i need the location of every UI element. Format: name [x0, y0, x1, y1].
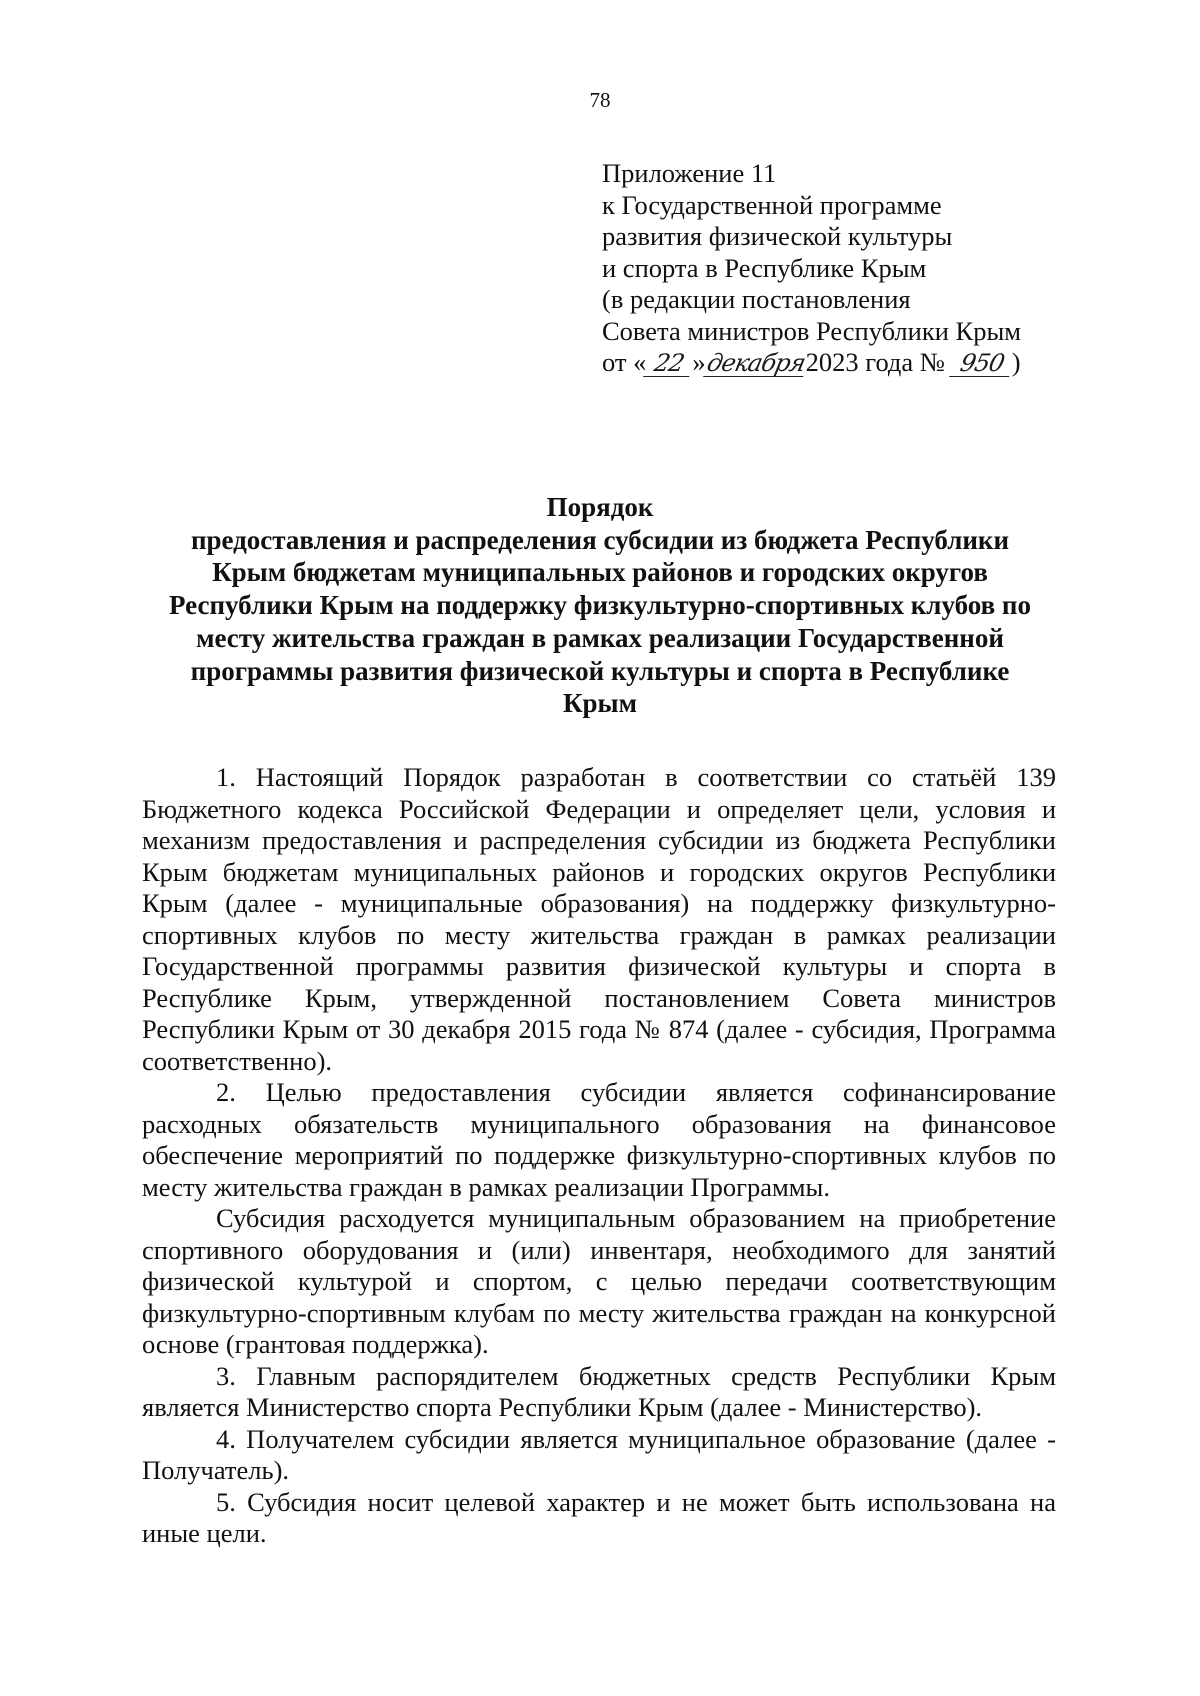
title-line: Крым бюджетам муниципальных районов и городских округов [212, 557, 988, 588]
appendix-line: и спорта в Республике Крым [602, 252, 927, 283]
appendix-line: (в редакции постановления [602, 284, 911, 314]
appendix-line: к Государственной программе [602, 189, 942, 220]
title-line: Республики Крым на поддержку физкультурно-спортивных клубов по [169, 590, 1031, 621]
title-line: Крым [562, 688, 638, 719]
paragraph-5: 5. Субсидия носит целевой характер и не может быть использована на иные цели. [142, 1486, 1056, 1548]
appendix-line: развития физической культуры [602, 221, 953, 251]
paragraph-2: 2. Целью предоставления субсидии является софинансирование расходных обязательств муниципального образования на финансовое обеспечение мероприятий по поддержке физкультурно-спортивных клубов по месту жительства граждан в рамках реализации Программы. [142, 1077, 1056, 1202]
paragraph-4: 4. Получателем субсидии является муниципальное образование (далее - Получатель). [142, 1423, 1056, 1485]
paragraph-3: 3. Главным распорядителем бюджетных средств Республики Крым является Министерство спорта Республики Крым (далее - Министерство). [142, 1360, 1056, 1422]
date-year: 2023 года № [805, 347, 946, 377]
handwritten-day: 22 [643, 350, 695, 377]
date-prefix: от « [602, 347, 647, 377]
title-line: программы развития физической культуры и спорта в Республике [190, 655, 1010, 686]
paragraph-1: 1. Настоящий Порядок разработан в соответствии со статьёй 139 Бюджетного кодекса Российской Федерации и определяет цели, условия и механизм предоставления и распределения субсидии из бюджета Республики Крым бюджетам муниципальных районов и городских округов Республики Крым (далее - муниципальные образования) на поддержку физкультурно-спортивных клубов по месту жительства граждан в рамках реализации Государственной программы развития физической культуры и спорта в Республике Крым, утвержденной постановлением Совета министров Республики Крым от 30 декабря 2015 года № 874 (далее - субсидия, Программа соответственно). [142, 762, 1056, 1076]
paragraph-2-subsidy-use: Субсидия расходуется муниципальным образованием на приобретение спортивного оборудования и (или) инвентаря, необходимого для занятий физической культурой и спортом, с целью передачи соответствующим физкультурно-спортивным клубам по месту жительства граждан на конкурсной основе (грантовая поддержка). [142, 1203, 1056, 1359]
handwritten-resolution-number: 950 [949, 350, 1015, 377]
appendix-line: Приложение 11 [602, 158, 777, 188]
resolution-date-line: от « 22 »декабря2023 года № 950 ) [602, 347, 1021, 377]
appendix-header [602, 158, 1072, 379]
handwritten-month: декабря [704, 349, 808, 377]
document-title [140, 491, 1060, 720]
page-number: 78 [589, 88, 611, 112]
title-line: предоставления и распределения субсидии из бюджета Республики [190, 524, 1010, 555]
document-body [142, 762, 1056, 1550]
title-line: месту жительства граждан в рамках реализации Государственной [196, 622, 1004, 653]
title-line: Порядок [546, 492, 654, 522]
date-quote-close: » [692, 347, 706, 377]
appendix-line: Совета министров Республики Крым [602, 315, 1022, 346]
